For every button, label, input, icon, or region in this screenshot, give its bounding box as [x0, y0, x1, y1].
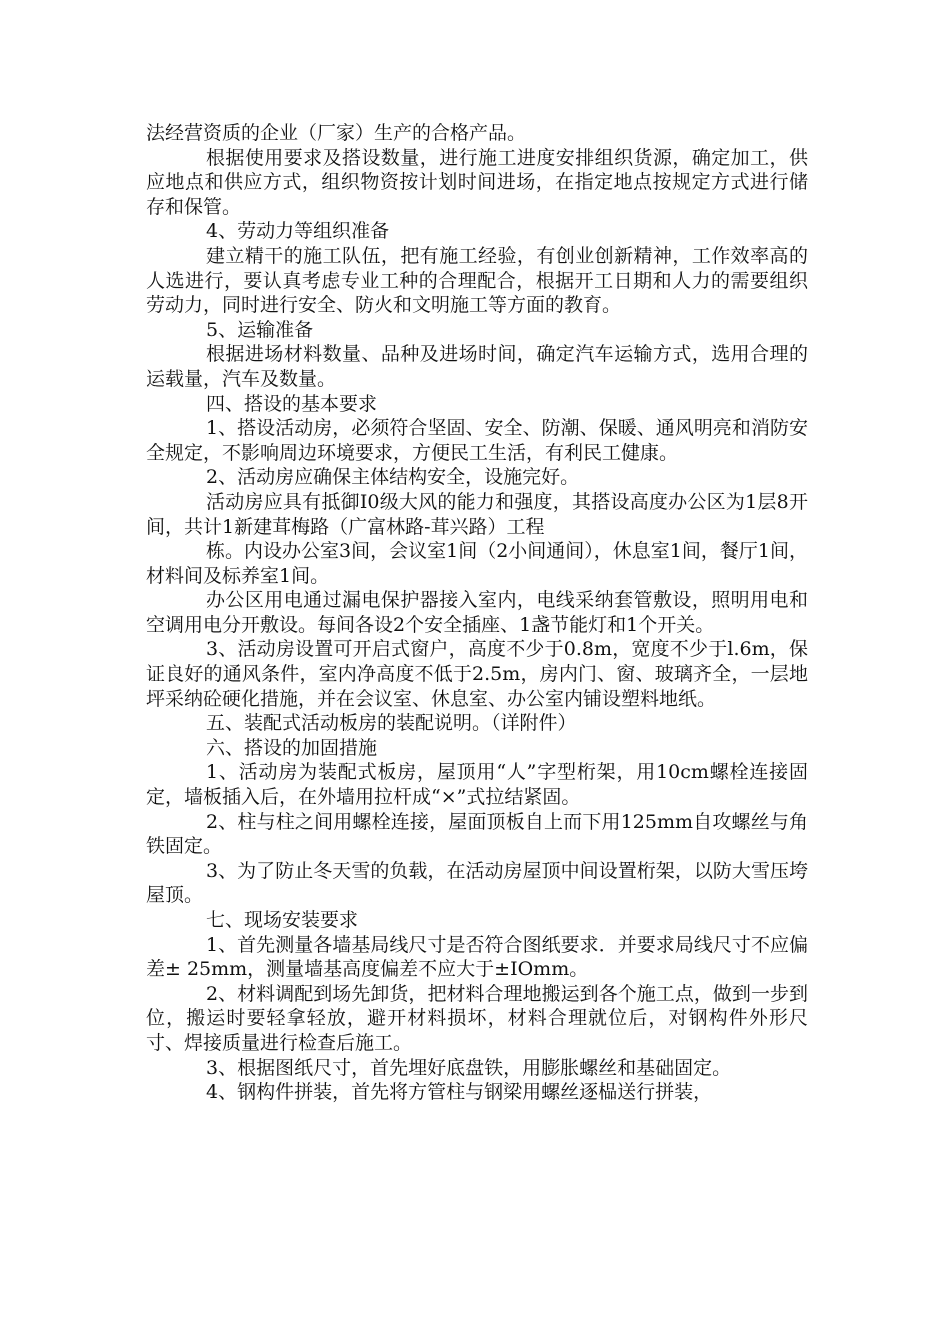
section-heading: 5、运输准备 [206, 318, 314, 341]
paragraph: 根据进场材料数量、品种及进场时间，确定汽车运输方式，选用合理的运载量，汽车及数量。 [146, 343, 808, 390]
paragraph: 2、柱与柱之间用螺栓连接，屋面顶板自上而下用125mm自攻螺丝与角铁固定。 [146, 810, 808, 858]
paragraph: 3、根据图纸尺寸，首先埋好底盘铁，用膨胀螺丝和基础固定。 [206, 1056, 732, 1079]
paragraph: 1、首先测量各墙基局线尺寸是否符合图纸要求．并要求局线尺寸不应偏差± 25mm，测量墙基高度偏差不应大于±IOmm。 [146, 933, 808, 981]
section-heading: 七、现场安装要求 [206, 909, 359, 931]
paragraph: 根据使用要求及搭设数量，进行施工进度安排组织货源，确定加工，供应地点和供应方式，组织物资按计划时间进场，在指定地点按规定方式进行储存和保管。 [146, 146, 808, 218]
paragraph: 1、活动房为装配式板房，屋顶用“人”字型桁架，用10cm螺栓连接固定，墙板插入后，在外墙用拉杆成“×”式拉结紧固。 [146, 761, 808, 809]
paragraph: 3、活动房设置可开启式窗户，高度不少于0.8m，宽度不少于l.6m，保证良好的通风条件，室内净高度不低于2.5m，房内门、窗、玻璃齐全，一层地坪采纳砼硬化措施，并在会议室、休息室、办公室内铺设塑料地纸。 [146, 638, 808, 710]
paragraph: 办公区用电通过漏电保护器接入室内，电线采纳套管敷设，照明用电和空调用电分开敷设。每间各设2个安全插座、1盏节能灯和1个开关。 [146, 589, 808, 636]
document-body [146, 121, 808, 1105]
paragraph: 2、材料调配到场先卸货，把材料合理地搬运到各个施工点，做到一步到位，搬运时要轻拿轻放，避开材料损坏，材料合理就位后，对钢构件外形尺寸、焊接质量进行检查后施工。 [146, 982, 808, 1054]
paragraph: 栋。内设办公室3间，会议室1间（2小间通间），休息室1间，餐厅1间，材料间及标养室1间。 [146, 540, 808, 587]
paragraph: 1、搭设活动房，必须符合坚固、安全、防潮、保暖、通风明亮和消防安全规定，不影响周边环境要求，方便民工生活，有利民工健康。 [146, 417, 808, 464]
paragraph: 建立精干的施工队伍，把有施工经验，有创业创新精神，工作效率高的人选进行，要认真考虑专业工种的合理配合，根据开工日期和人力的需要组织劳动力，同时进行安全、防火和文明施工等方面的教育。 [146, 244, 808, 317]
section-heading: 四、搭设的基本要求 [206, 392, 378, 415]
paragraph: 法经营资质的企业（厂家）生产的合格产品。 [146, 122, 527, 144]
paragraph: 2、活动房应确保主体结构安全，设施完好。 [206, 466, 580, 489]
paragraph: 活动房应具有抵御I0级大风的能力和强度，其搭设高度办公区为1层8开间，共计1新建茸梅路（广富林路-茸兴路）工程 [146, 490, 808, 538]
section-heading: 六、搭设的加固措施 [206, 736, 378, 759]
section-heading: 4、劳动力等组织准备 [206, 220, 390, 243]
paragraph: 3、为了防止冬天雪的负载，在活动房屋顶中间设置桁架，以防大雪压垮屋顶。 [146, 859, 808, 907]
section-heading: 五、装配式活动板房的装配说明。（详附件） [206, 712, 577, 735]
paragraph: 4、钢构件拼装，首先将方管柱与钢梁用螺丝逐榀送行拼装， [206, 1081, 713, 1104]
